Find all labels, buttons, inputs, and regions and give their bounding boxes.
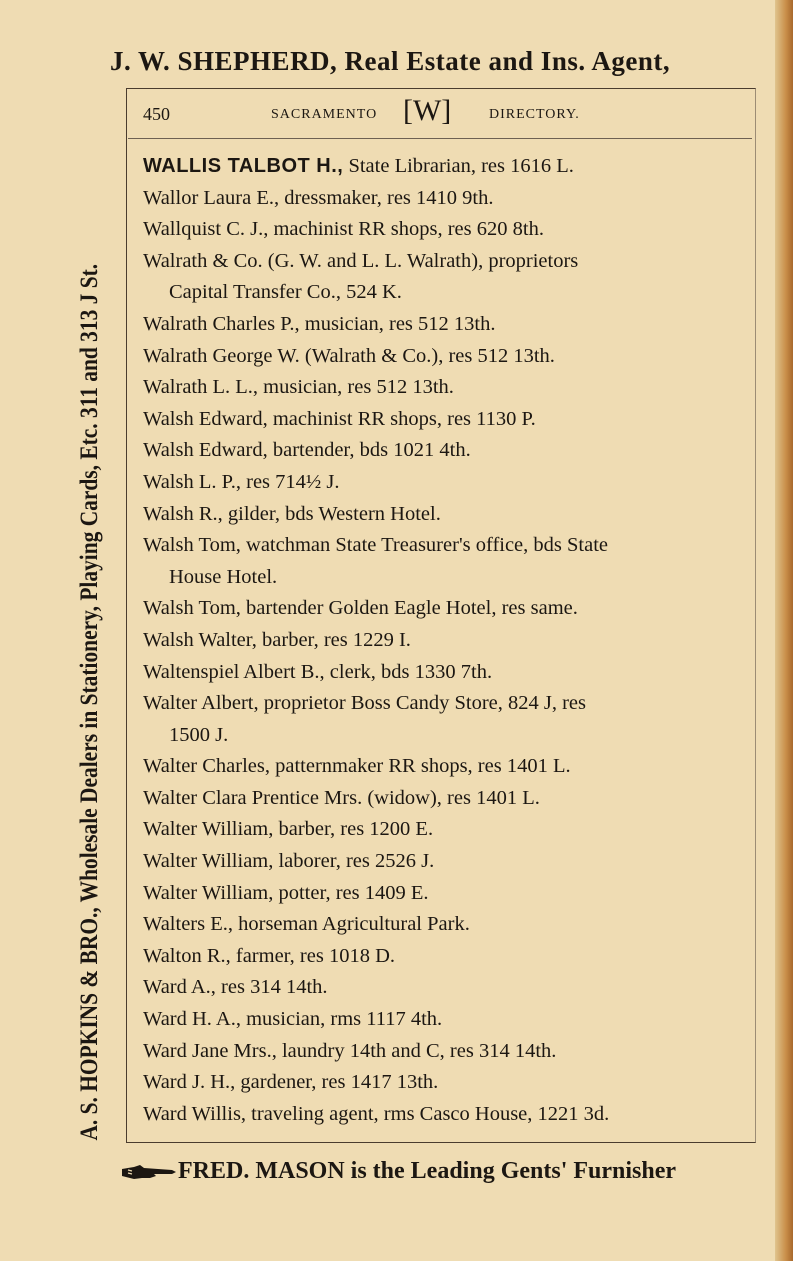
bottom-advertisement-banner [120,1158,770,1185]
directory-entry [143,341,749,373]
entry-line: Ward J. H., gardener, res 1417 13th. [143,1071,439,1094]
directory-entry [143,909,749,941]
entry-line: Walsh Edward, machinist RR shops, res 1130 P. [143,407,536,430]
entry-line: Walrath Charles P., musician, res 512 13th. [143,312,496,335]
directory-entry [143,530,749,593]
directory-entry [143,183,749,215]
entry-line: Walter Albert, proprietor Boss Candy Store, 824 J, res [143,692,587,715]
directory-entry [143,878,749,910]
directory-entry [143,1036,749,1068]
entry-line: Walsh R., gilder, bds Western Hotel. [143,502,441,525]
directory-entry [143,467,749,499]
directory-entry [143,404,749,436]
paper-edge [775,0,793,1261]
entry-line: Walter William, barber, res 1200 E. [143,818,434,841]
directory-entries [143,151,749,1130]
header-rule [128,138,752,139]
directory-entry [143,688,749,751]
entry-line: Ward Willis, traveling agent, rms Casco House, 1221 3d. [143,1102,610,1125]
entry-line: Walrath & Co. (G. W. and L. L. Walrath), proprietors [143,249,579,272]
entry-line: Ward Jane Mrs., laundry 14th and C, res 314 14th. [143,1039,557,1062]
directory-entry [143,246,749,309]
directory-entry [143,814,749,846]
directory-entry [143,751,749,783]
directory-entry [143,309,749,341]
directory-entry [143,499,749,531]
entry-line: Walsh Edward, bartender, bds 1021 4th. [143,439,471,462]
entry-line: Walters E., horseman Agricultural Park. [143,913,470,936]
directory-entry [143,846,749,878]
directory-entry [143,151,749,183]
top-advertisement-banner: J. W. SHEPHERD, Real Estate and Ins. Agent, [110,46,671,76]
directory-entry [143,941,749,973]
entry-line: Ward H. A., musician, rms 1117 4th. [143,1008,443,1031]
entry-line: Walrath George W. (Walrath & Co.), res 512 13th. [143,344,555,367]
entry-line: Walsh L. P., res 714½ J. [143,470,340,493]
directory-entry [143,1004,749,1036]
directory-entry [143,372,749,404]
entry-line: Wallquist C. J., machinist RR shops, res 620 8th. [143,218,544,241]
entry-line: Wallor Laura E., dressmaker, res 1410 9th. [143,186,494,209]
directory-entry [143,435,749,467]
entry-continuation-line: Capital Transfer Co., 524 K. [169,281,402,304]
directory-entry [143,972,749,1004]
entry-continuation-line: 1500 J. [169,723,229,746]
entry-text: State Librarian, res 1616 L. [343,155,574,177]
entry-line: Waltenspiel Albert B., clerk, bds 1330 7th. [143,660,493,683]
page-header [143,94,743,138]
entry-line: Ward A., res 314 14th. [143,976,328,999]
entry-line: Walsh Walter, barber, res 1229 I. [143,628,411,651]
header-city: SACRAMENTO [271,107,378,122]
directory-entry [143,214,749,246]
footer-text: FRED. MASON is the Leading Gents' Furnisher [178,1158,677,1184]
entry-line [143,151,749,183]
entry-line: Walter Charles, patternmaker RR shops, res 1401 L. [143,755,571,778]
header-letter: [W] [403,94,452,127]
header-directory: DIRECTORY. [489,107,580,122]
entry-line: Walton R., farmer, res 1018 D. [143,944,396,967]
entry-line: Walter William, potter, res 1409 E. [143,881,429,904]
directory-entry [143,1099,749,1131]
side-advertisement-banner: A. S. HOPKINS & BRO., Wholesale Dealers in Stationery, Playing Cards, Etc. 311 and 313 J St. [74,263,103,1141]
directory-entry [143,657,749,689]
entry-line: Walrath L. L., musician, res 512 13th. [143,376,454,399]
entry-name-bold: WALLIS TALBOT H., [143,155,344,177]
directory-entry [143,783,749,815]
entry-line: Walsh Tom, bartender Golden Eagle Hotel, res same. [143,597,578,620]
entry-line: Walter William, laborer, res 2526 J. [143,850,435,873]
page-number: 450 [143,104,170,124]
directory-entry [143,593,749,625]
entry-line: Walsh Tom, watchman State Treasurer's office, bds State [143,534,609,557]
entry-line: Walter Clara Prentice Mrs. (widow), res 1401 L. [143,786,540,809]
directory-entry [143,625,749,657]
directory-entry [143,1067,749,1099]
entry-continuation-line: House Hotel. [169,565,278,588]
pointing-hand-icon [120,1163,178,1181]
